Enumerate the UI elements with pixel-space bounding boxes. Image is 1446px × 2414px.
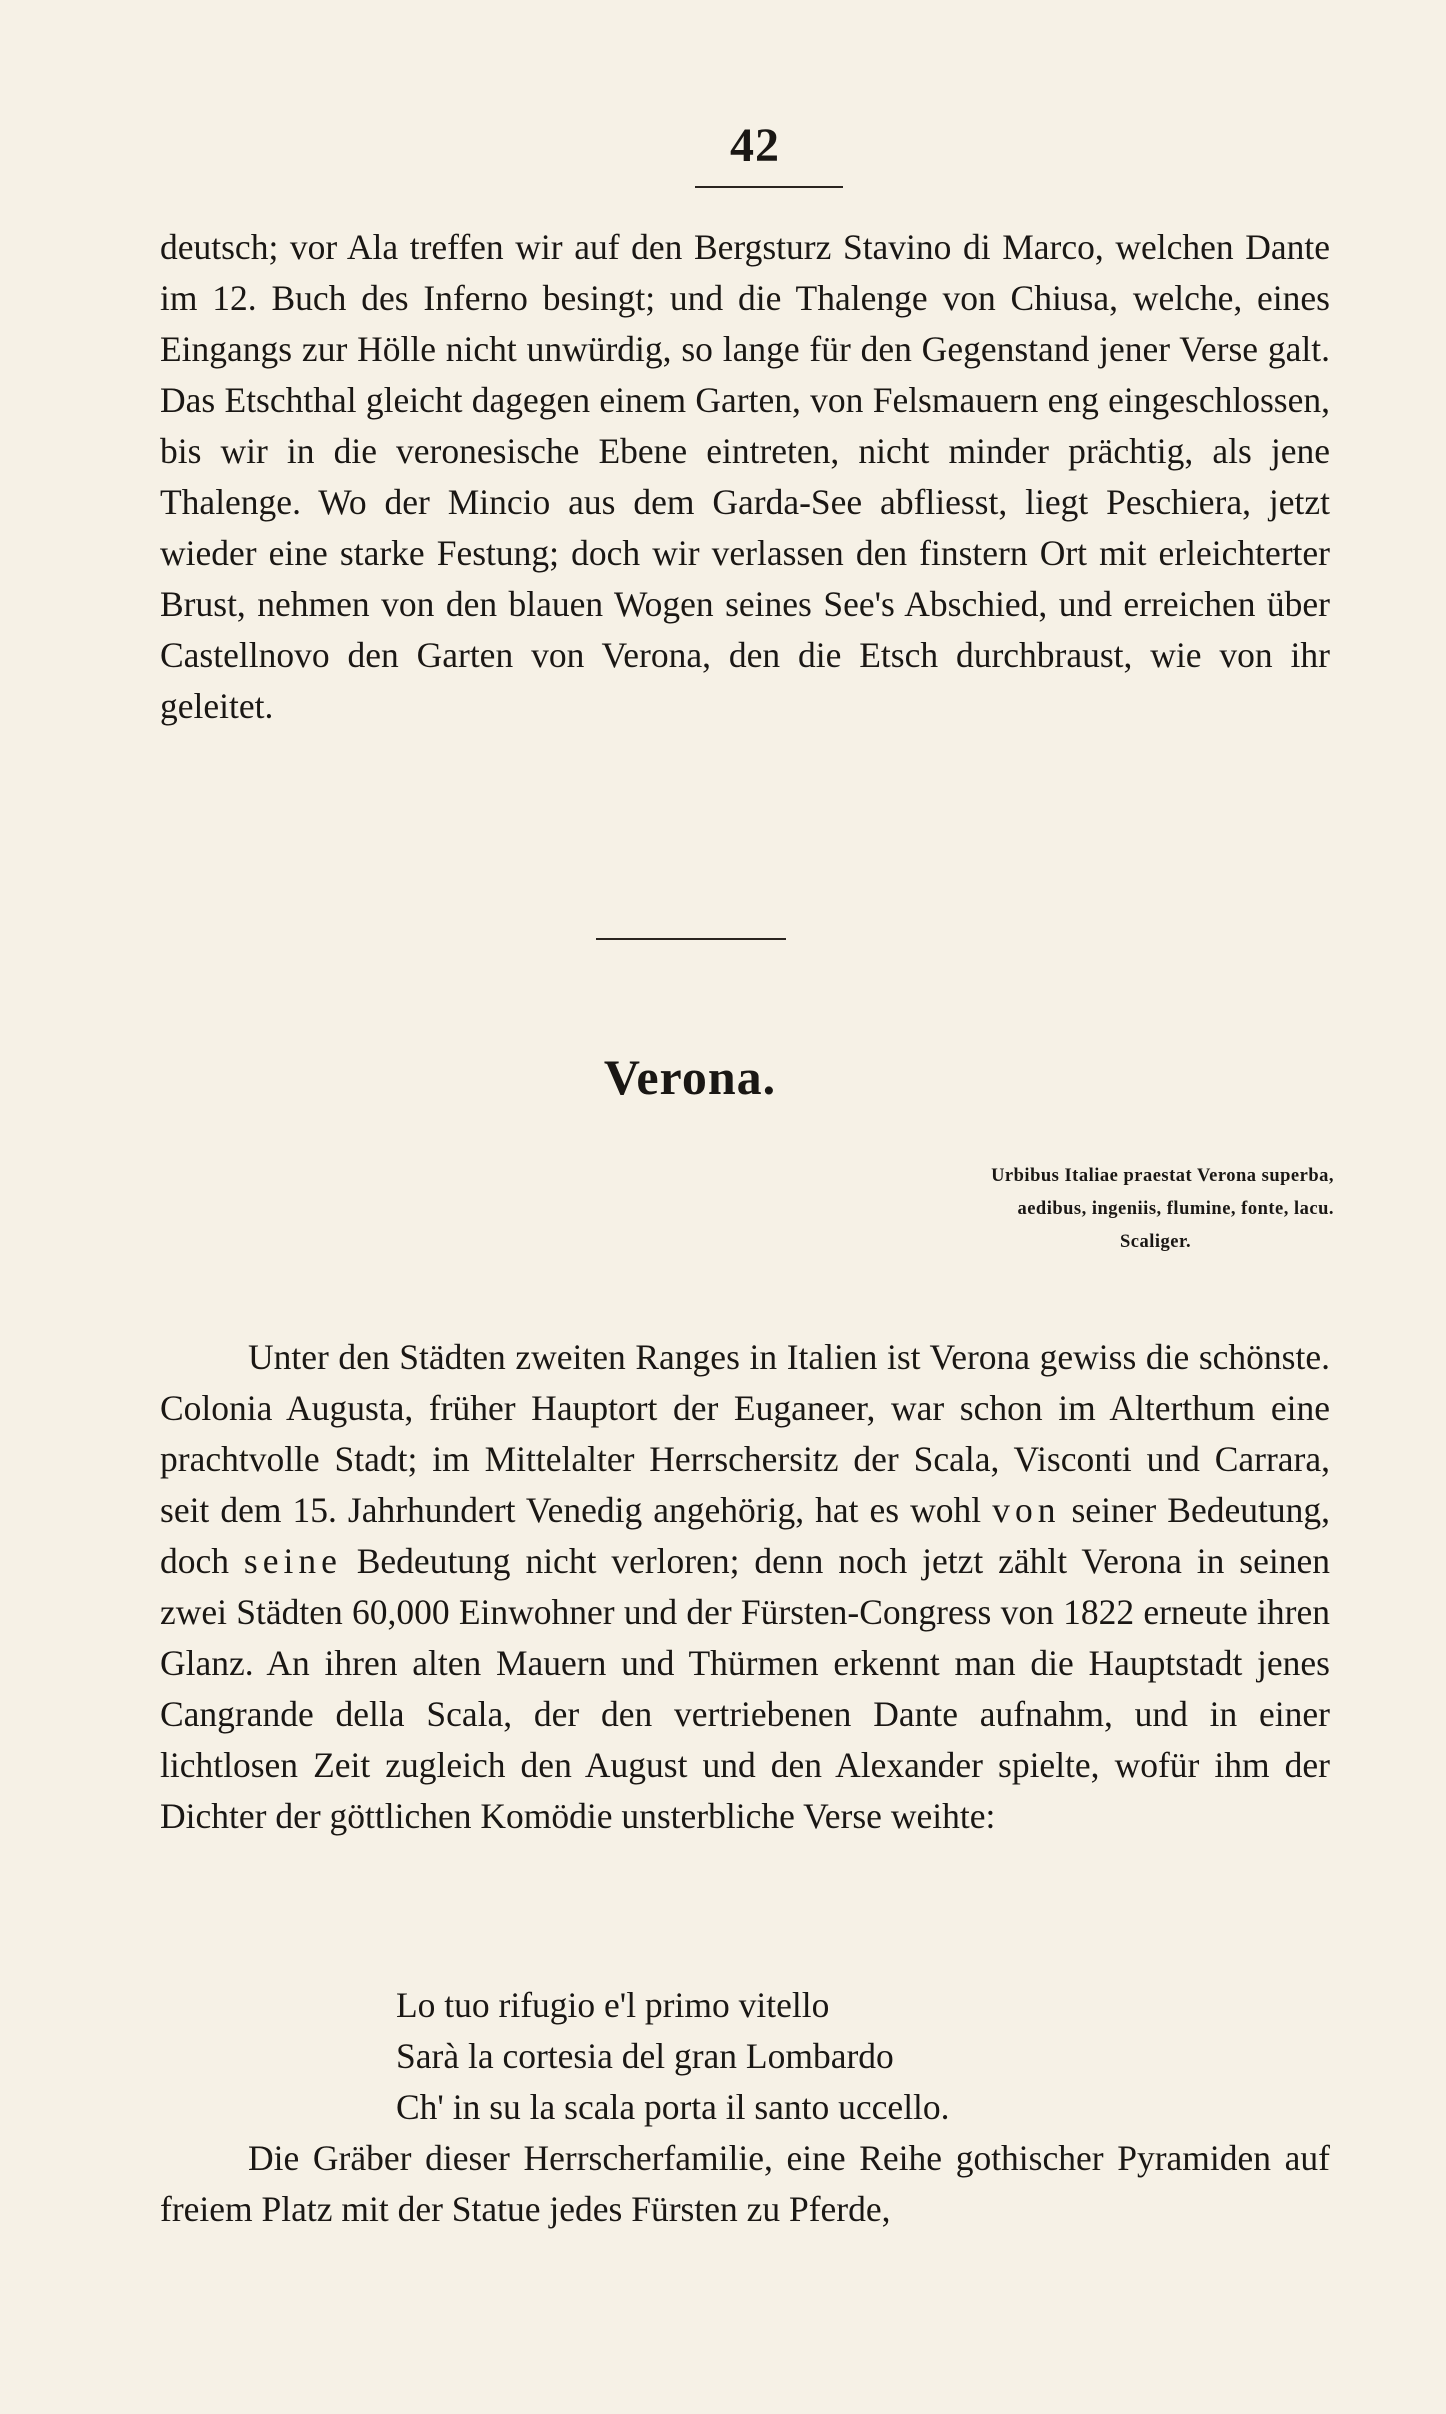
emphasis-word: seine bbox=[243, 1541, 342, 1581]
page-number-rule bbox=[695, 186, 843, 188]
paragraph-text: deutsch; vor Ala treffen wir auf den Bergsturz Stavino di Marco, welchen Dante im 12. Buch des Inferno besingt; und die Thalenge von Chiusa, welche, eines Eingangs zur Hölle nicht unwürdig, so lange für den Gegenstand jener Verse galt. Das Etschthal gleicht dagegen einem Garten, von Felsmauern eng eingeschlossen, bis wir in die veronesische Ebene eintreten, nicht minder prächtig, als jene Thalenge. Wo der Mincio aus dem Garda-See abfliesst, liegt Peschiera, jetzt wieder eine starke Festung; doch wir verlassen den finstern Ort mit erleichterter Brust, nehmen von den blauen Wogen seines See's Abschied, und erreichen über Castellnovo den Garten von Verona, den die Etsch durchbraust, wie von ihr geleitet. bbox=[160, 227, 1330, 726]
paragraph-text-part: Unter den Städten zweiten Ranges in Italien ist Verona gewiss die schönste. Colonia Augusta, früher Hauptort der Euganeer, war schon im Alterthum eine prachtvolle Stadt; im Mittelalter Herrschersitz der Scala, Visconti und Carrara, seit dem 15. Jahrhundert Venedig angehörig, hat es wohl bbox=[160, 1337, 1330, 1530]
paragraph-graves bbox=[160, 2133, 1330, 2235]
section-title: Verona. bbox=[603, 1049, 777, 1105]
paragraph-text-part: Bedeutung nicht verloren; denn noch jetzt zählt Verona in seinen zwei Städten 60,000 Einwohner und der Fürsten-Congress von 1822 erneute ihren Glanz. An ihren alten Mauern und Thürmen erkennt man die Hauptstadt jenes Cangrande della Scala, der den vertriebenen Dante aufnahm, und in einer lichtlosen Zeit zugleich den August und den Alexander spielte, wofür ihm der Dichter der göttlichen Komödie unsterbliche Verse weihte: bbox=[160, 1541, 1330, 1836]
section-divider bbox=[596, 938, 786, 940]
paragraph-verona bbox=[160, 1332, 1330, 1842]
verse-line-3: Ch' in su la scala porta il santo uccello. bbox=[396, 2087, 950, 2127]
verse-line-1: Lo tuo rifugio e'l primo vitello bbox=[396, 1985, 830, 2025]
verse-line-2: Sarà la cortesia del gran Lombardo bbox=[396, 2036, 894, 2076]
epigraph bbox=[760, 1160, 1334, 1259]
paragraph-text: Die Gräber dieser Herrscherfamilie, eine Reihe gothischer Pyramiden auf freiem Platz mit der Statue jedes Fürsten zu Pferde, bbox=[160, 2138, 1330, 2229]
page-number: 42 bbox=[730, 119, 780, 172]
emphasis-word: von bbox=[992, 1490, 1061, 1530]
paragraph-text bbox=[160, 1332, 1330, 1842]
verse-quotation bbox=[396, 1980, 950, 2133]
epigraph-line-2: aedibus, ingeniis, flumine, fonte, lacu. bbox=[1017, 1199, 1334, 1219]
epigraph-line-1: Urbibus Italiae praestat Verona superba, bbox=[991, 1166, 1334, 1186]
epigraph-author: Scaliger. bbox=[1120, 1232, 1192, 1252]
paragraph-text-part: seiner Bedeutung, doch bbox=[160, 1490, 1330, 1581]
paragraph-continued bbox=[160, 222, 1330, 732]
